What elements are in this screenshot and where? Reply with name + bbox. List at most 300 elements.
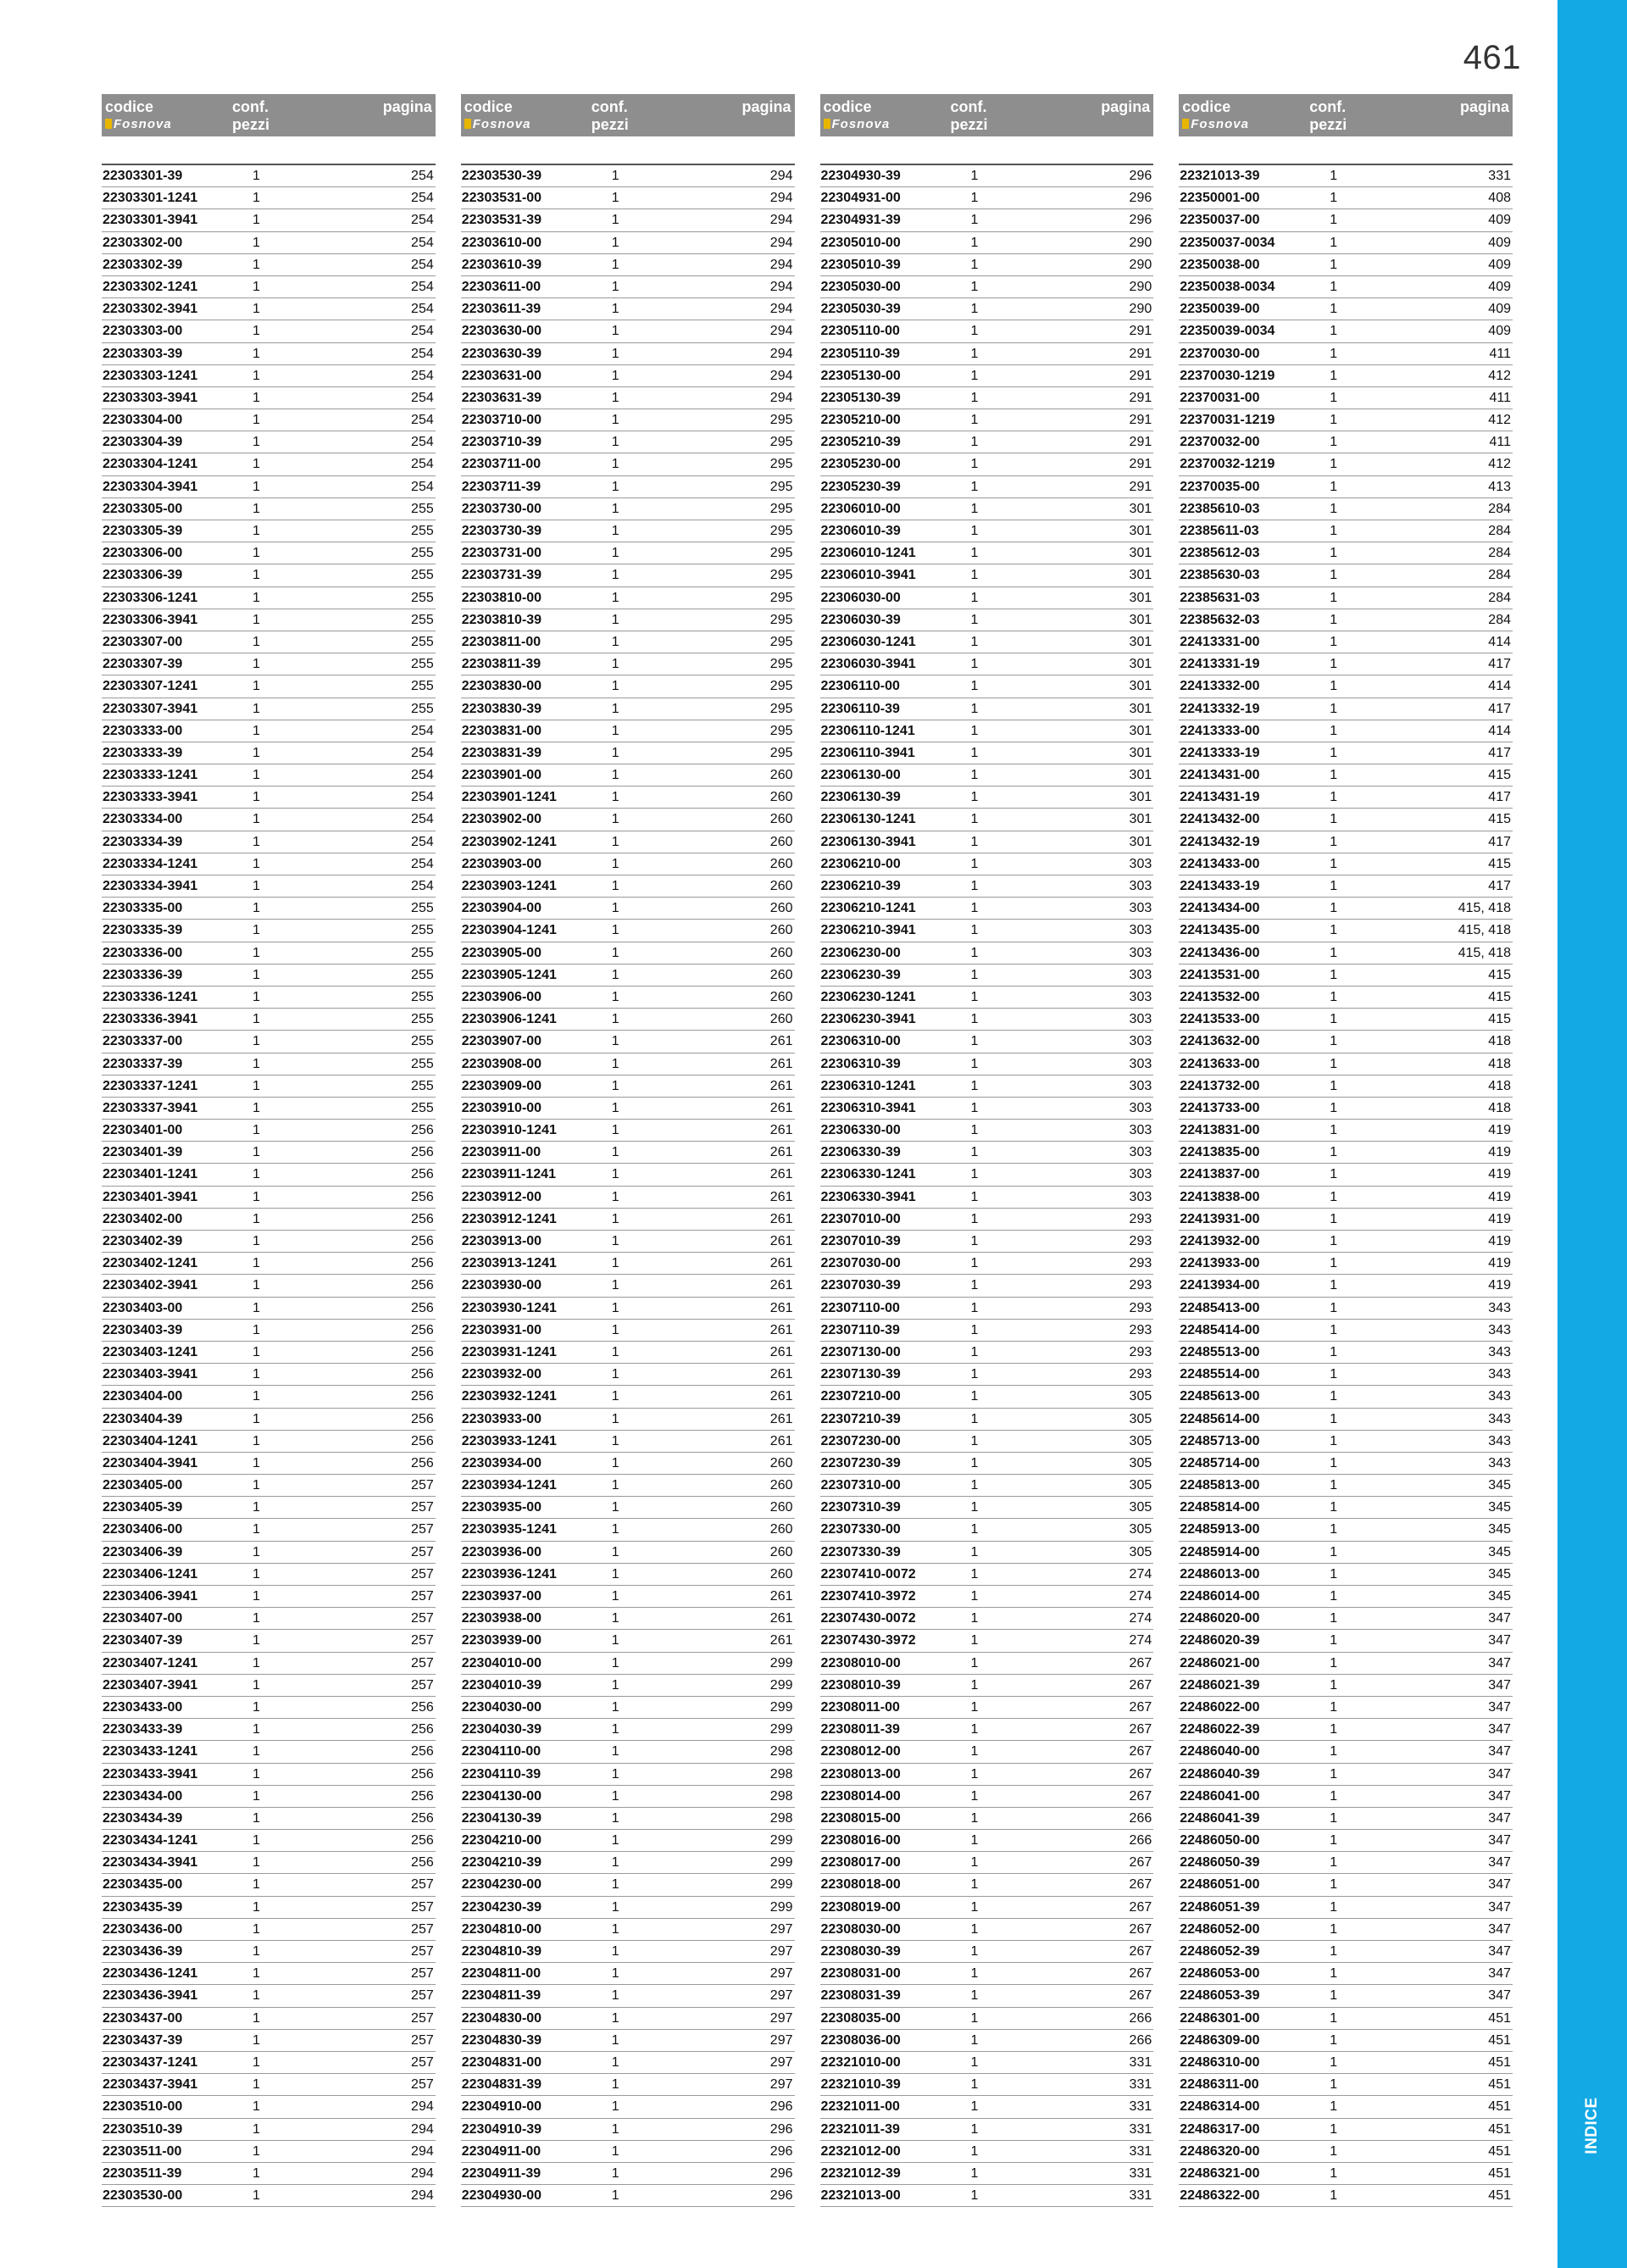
codice-cell: 22303405-00 bbox=[103, 1478, 183, 1493]
conf-cell: 1 bbox=[253, 1833, 260, 1848]
codice-cell: 22413831-00 bbox=[1180, 1123, 1260, 1138]
conf-cell: 1 bbox=[253, 1433, 260, 1448]
table-row bbox=[102, 187, 436, 209]
header-codice: codice bbox=[1182, 98, 1231, 115]
pagina-cell: 256 bbox=[411, 1145, 434, 1160]
conf-cell: 1 bbox=[970, 479, 979, 494]
codice-cell: 22303304-00 bbox=[103, 413, 183, 428]
conf-cell: 1 bbox=[611, 1566, 619, 1581]
table-row bbox=[461, 2030, 795, 2052]
codice-cell: 22304930-00 bbox=[461, 2188, 542, 2204]
table-row bbox=[102, 631, 436, 653]
page-number: 461 bbox=[1463, 39, 1521, 76]
conf-cell: 1 bbox=[970, 790, 979, 805]
pagina-cell: 305 bbox=[1129, 1389, 1152, 1404]
conf-cell: 1 bbox=[253, 768, 260, 783]
pagina-cell: 254 bbox=[411, 856, 434, 871]
conf-cell: 1 bbox=[970, 1899, 979, 1915]
pagina-cell: 293 bbox=[1129, 1344, 1152, 1359]
codice-cell: 22370032-1219 bbox=[1180, 457, 1275, 472]
codice-cell: 22485714-00 bbox=[1180, 1455, 1260, 1470]
table-row bbox=[1179, 920, 1513, 942]
codice-cell: 22308018-00 bbox=[820, 1877, 901, 1893]
conf-cell: 1 bbox=[1330, 1722, 1338, 1737]
pagina-cell: 254 bbox=[411, 346, 434, 361]
conf-cell: 1 bbox=[253, 1589, 260, 1604]
pagina-cell: 451 bbox=[1488, 2032, 1511, 2048]
conf-cell: 1 bbox=[970, 1833, 979, 1848]
pagina-cell: 293 bbox=[1129, 1211, 1152, 1226]
conf-cell: 1 bbox=[1330, 768, 1338, 783]
table-row bbox=[102, 520, 436, 542]
conf-cell: 1 bbox=[970, 901, 979, 916]
codice-cell: 22303631-39 bbox=[461, 390, 542, 405]
pagina-cell: 343 bbox=[1488, 1433, 1511, 1448]
codice-cell: 22321013-39 bbox=[1180, 169, 1260, 183]
codice-cell: 22303903-1241 bbox=[461, 879, 557, 893]
codice-cell: 22303932-1241 bbox=[461, 1389, 557, 1404]
codice-cell: 22303306-3941 bbox=[103, 612, 198, 627]
codice-cell: 22307410-0072 bbox=[820, 1566, 916, 1581]
conf-cell: 1 bbox=[1330, 1677, 1338, 1693]
table-row bbox=[461, 2185, 795, 2207]
pagina-cell: 257 bbox=[411, 1478, 434, 1493]
pagina-cell: 260 bbox=[769, 856, 793, 871]
conf-cell: 1 bbox=[1330, 2121, 1338, 2137]
codice-cell: 22303403-3941 bbox=[103, 1367, 198, 1382]
pagina-cell: 415 bbox=[1488, 856, 1511, 871]
conf-cell: 1 bbox=[253, 1478, 260, 1493]
brand-logo bbox=[1182, 117, 1249, 131]
codice-cell: 22303936-00 bbox=[461, 1544, 542, 1559]
codice-cell: 22486040-39 bbox=[1180, 1766, 1260, 1782]
pagina-cell: 331 bbox=[1129, 2099, 1152, 2115]
pagina-cell: 295 bbox=[769, 745, 793, 760]
conf-cell: 1 bbox=[611, 1899, 619, 1915]
pagina-cell: 295 bbox=[769, 634, 793, 649]
table-row bbox=[820, 1187, 1154, 1209]
pagina-cell: 294 bbox=[411, 2188, 434, 2204]
codice-cell: 22307410-3972 bbox=[820, 1589, 916, 1604]
codice-cell: 22303336-1241 bbox=[103, 989, 198, 1004]
table-row bbox=[820, 320, 1154, 342]
codice-cell: 22485813-00 bbox=[1180, 1478, 1260, 1493]
pagina-cell: 293 bbox=[1129, 1322, 1152, 1337]
table-row bbox=[102, 254, 436, 276]
pagina-cell: 290 bbox=[1129, 279, 1152, 294]
pagina-cell: 257 bbox=[411, 1655, 434, 1670]
conf-cell: 1 bbox=[611, 1944, 619, 1959]
pagina-cell: 261 bbox=[769, 1344, 793, 1359]
table-row bbox=[820, 1564, 1154, 1586]
table-row bbox=[820, 476, 1154, 498]
conf-cell: 1 bbox=[253, 1056, 260, 1071]
pagina-cell: 294 bbox=[769, 324, 793, 339]
conf-cell: 1 bbox=[253, 1455, 260, 1470]
conf-cell: 1 bbox=[253, 2143, 260, 2159]
table-row bbox=[461, 1142, 795, 1164]
codice-cell: 22304910-39 bbox=[461, 2121, 542, 2137]
pagina-cell: 347 bbox=[1488, 1988, 1511, 2004]
conf-cell: 1 bbox=[1330, 169, 1338, 183]
conf-cell: 1 bbox=[970, 169, 979, 183]
pagina-cell: 303 bbox=[1129, 1012, 1152, 1027]
codice-cell: 22486053-39 bbox=[1180, 1988, 1260, 2004]
table-row bbox=[1179, 1564, 1513, 1586]
table-row bbox=[461, 742, 795, 764]
conf-cell: 1 bbox=[970, 879, 979, 893]
conf-cell: 1 bbox=[611, 723, 619, 738]
pagina-cell: 294 bbox=[769, 368, 793, 383]
pagina-cell: 417 bbox=[1488, 790, 1511, 805]
pagina-cell: 417 bbox=[1488, 879, 1511, 893]
pagina-cell: 254 bbox=[411, 790, 434, 805]
pagina-cell: 291 bbox=[1129, 346, 1152, 361]
conf-cell: 1 bbox=[1330, 2099, 1338, 2115]
index-column bbox=[461, 94, 795, 2230]
table-row bbox=[102, 1897, 436, 1919]
pagina-cell: 294 bbox=[769, 390, 793, 405]
table-row bbox=[102, 920, 436, 942]
table-row bbox=[820, 587, 1154, 609]
table-row bbox=[820, 1386, 1154, 1408]
pagina-cell: 254 bbox=[411, 413, 434, 428]
conf-cell: 1 bbox=[611, 390, 619, 405]
conf-cell: 1 bbox=[611, 945, 619, 960]
conf-cell: 1 bbox=[970, 213, 979, 228]
pagina-cell: 451 bbox=[1488, 2143, 1511, 2159]
table-row bbox=[1179, 1320, 1513, 1342]
codice-cell: 22303403-00 bbox=[103, 1300, 183, 1315]
codice-cell: 22307430-3972 bbox=[820, 1633, 916, 1648]
pagina-cell: 256 bbox=[411, 1722, 434, 1737]
codice-cell: 22306130-00 bbox=[820, 768, 901, 783]
conf-cell: 1 bbox=[970, 1766, 979, 1782]
conf-cell: 1 bbox=[253, 1544, 260, 1559]
conf-cell: 1 bbox=[1330, 612, 1338, 627]
table-row bbox=[1179, 1741, 1513, 1763]
codice-cell: 22303337-3941 bbox=[103, 1100, 198, 1115]
pagina-cell: 414 bbox=[1488, 634, 1511, 649]
table-row bbox=[102, 2008, 436, 2030]
codice-cell: 22304931-00 bbox=[820, 191, 901, 206]
codice-cell: 22486301-00 bbox=[1180, 2010, 1260, 2026]
table-row bbox=[461, 165, 795, 187]
conf-cell: 1 bbox=[970, 1744, 979, 1759]
conf-cell: 1 bbox=[611, 1744, 619, 1759]
table-row bbox=[102, 1697, 436, 1719]
pagina-cell: 256 bbox=[411, 1833, 434, 1848]
conf-cell: 1 bbox=[253, 324, 260, 339]
codice-cell: 22306210-00 bbox=[820, 856, 901, 871]
table-row bbox=[102, 787, 436, 809]
table-row bbox=[102, 1453, 436, 1475]
codice-cell: 22486317-00 bbox=[1180, 2121, 1260, 2137]
conf-cell: 1 bbox=[611, 1078, 619, 1093]
codice-cell: 22303304-1241 bbox=[103, 457, 198, 472]
table-row bbox=[461, 1564, 795, 1586]
pagina-cell: 261 bbox=[769, 1300, 793, 1315]
table-row bbox=[461, 1586, 795, 1608]
conf-cell: 1 bbox=[1330, 1367, 1338, 1382]
codice-cell: 22303933-00 bbox=[461, 1411, 542, 1426]
codice-cell: 22303437-3941 bbox=[103, 2077, 198, 2093]
table-row bbox=[820, 1786, 1154, 1808]
table-row bbox=[102, 1675, 436, 1697]
codice-cell: 22306010-3941 bbox=[820, 568, 916, 583]
conf-cell: 1 bbox=[1330, 479, 1338, 494]
table-row bbox=[820, 831, 1154, 853]
pagina-cell: 254 bbox=[411, 479, 434, 494]
pagina-cell: 408 bbox=[1488, 191, 1511, 206]
conf-cell: 1 bbox=[611, 1234, 619, 1248]
codice-cell: 22308017-00 bbox=[820, 1855, 901, 1871]
conf-cell: 1 bbox=[253, 812, 260, 827]
conf-cell: 1 bbox=[611, 1367, 619, 1382]
pagina-cell: 418 bbox=[1488, 1034, 1511, 1049]
conf-cell: 1 bbox=[1330, 1455, 1338, 1470]
pagina-cell: 343 bbox=[1488, 1322, 1511, 1337]
pagina-cell: 297 bbox=[769, 2032, 793, 2048]
table-row bbox=[461, 298, 795, 320]
codice-cell: 22303930-1241 bbox=[461, 1300, 557, 1315]
codice-cell: 22350037-00 bbox=[1180, 213, 1260, 228]
table-row bbox=[461, 542, 795, 564]
codice-cell: 22385632-03 bbox=[1180, 612, 1260, 627]
table-row bbox=[1179, 1431, 1513, 1453]
conf-cell: 1 bbox=[611, 413, 619, 428]
pagina-cell: 267 bbox=[1129, 1655, 1152, 1670]
table-row bbox=[102, 2185, 436, 2207]
table-row bbox=[461, 453, 795, 475]
table-row bbox=[1179, 809, 1513, 831]
conf-cell: 1 bbox=[970, 1633, 979, 1648]
conf-cell: 1 bbox=[1330, 1810, 1338, 1826]
pagina-cell: 297 bbox=[769, 1966, 793, 1982]
conf-cell: 1 bbox=[1330, 1589, 1338, 1604]
codice-cell: 22303913-1241 bbox=[461, 1256, 557, 1271]
codice-cell: 22303406-1241 bbox=[103, 1566, 198, 1581]
conf-cell: 1 bbox=[970, 1611, 979, 1626]
pagina-cell: 451 bbox=[1488, 2010, 1511, 2026]
codice-cell: 22303401-3941 bbox=[103, 1189, 198, 1204]
codice-cell: 22303433-00 bbox=[103, 1699, 183, 1715]
codice-cell: 22303305-39 bbox=[103, 524, 183, 538]
table-row bbox=[461, 1963, 795, 1985]
header-conf bbox=[1309, 98, 1347, 134]
table-row bbox=[1179, 1142, 1513, 1164]
header-conf-line2: pezzi bbox=[591, 116, 629, 133]
pagina-cell: 256 bbox=[411, 1744, 434, 1759]
conf-cell: 1 bbox=[611, 346, 619, 361]
table-row bbox=[1179, 2052, 1513, 2074]
codice-cell: 22306310-1241 bbox=[820, 1078, 916, 1093]
table-row bbox=[461, 343, 795, 365]
table-row bbox=[461, 564, 795, 586]
pagina-cell: 343 bbox=[1488, 1411, 1511, 1426]
codice-cell: 22350039-0034 bbox=[1180, 324, 1275, 339]
conf-cell: 1 bbox=[611, 2188, 619, 2204]
codice-cell: 22306230-00 bbox=[820, 945, 901, 960]
conf-cell: 1 bbox=[253, 2054, 260, 2070]
codice-cell: 22350001-00 bbox=[1180, 191, 1260, 206]
conf-cell: 1 bbox=[611, 1455, 619, 1470]
table-row bbox=[1179, 1919, 1513, 1941]
table-row bbox=[1179, 831, 1513, 853]
pagina-cell: 256 bbox=[411, 1278, 434, 1293]
pagina-cell: 256 bbox=[411, 1433, 434, 1448]
codice-cell: 22307030-39 bbox=[820, 1278, 901, 1293]
conf-cell: 1 bbox=[611, 2010, 619, 2026]
table-row bbox=[102, 453, 436, 475]
table-row bbox=[820, 387, 1154, 409]
pagina-cell: 343 bbox=[1488, 1300, 1511, 1315]
table-row bbox=[1179, 1342, 1513, 1364]
pagina-cell: 260 bbox=[769, 1544, 793, 1559]
conf-cell: 1 bbox=[611, 169, 619, 183]
codice-cell: 22303901-00 bbox=[461, 768, 542, 783]
conf-cell: 1 bbox=[1330, 213, 1338, 228]
codice-cell: 22306010-00 bbox=[820, 501, 901, 516]
codice-cell: 22306310-00 bbox=[820, 1034, 901, 1049]
codice-cell: 22303939-00 bbox=[461, 1633, 542, 1648]
conf-cell: 1 bbox=[253, 2032, 260, 2048]
table-row bbox=[1179, 276, 1513, 298]
table-row bbox=[1179, 1608, 1513, 1630]
table-row bbox=[102, 298, 436, 320]
codice-cell: 22486321-00 bbox=[1180, 2165, 1260, 2181]
table-row bbox=[1179, 1852, 1513, 1874]
table-row bbox=[102, 1542, 436, 1564]
pagina-cell: 291 bbox=[1129, 413, 1152, 428]
conf-cell: 1 bbox=[970, 413, 979, 428]
conf-cell: 1 bbox=[253, 1211, 260, 1226]
conf-cell: 1 bbox=[253, 1367, 260, 1382]
pagina-cell: 303 bbox=[1129, 1167, 1152, 1182]
codice-cell: 22307210-39 bbox=[820, 1411, 901, 1426]
table-row bbox=[1179, 2141, 1513, 2163]
side-tab[interactable] bbox=[1558, 0, 1627, 2268]
pagina-cell: 305 bbox=[1129, 1455, 1152, 1470]
conf-cell: 1 bbox=[970, 346, 979, 361]
brand-logo bbox=[824, 117, 891, 131]
pagina-cell: 255 bbox=[411, 590, 434, 605]
conf-cell: 1 bbox=[611, 213, 619, 228]
conf-cell: 1 bbox=[611, 1300, 619, 1315]
index-columns bbox=[102, 94, 1513, 2230]
conf-cell: 1 bbox=[253, 989, 260, 1004]
table-row bbox=[820, 298, 1154, 320]
table-row bbox=[461, 1386, 795, 1408]
conf-cell: 1 bbox=[1330, 1566, 1338, 1581]
table-row bbox=[102, 1209, 436, 1231]
conf-cell: 1 bbox=[970, 524, 979, 538]
conf-cell: 1 bbox=[1330, 1389, 1338, 1404]
pagina-cell: 254 bbox=[411, 812, 434, 827]
table-row bbox=[102, 1830, 436, 1852]
codice-cell: 22321012-39 bbox=[820, 2165, 901, 2181]
codice-cell: 22304830-39 bbox=[461, 2032, 542, 2048]
codice-cell: 22307110-00 bbox=[820, 1300, 900, 1315]
table-row bbox=[461, 1453, 795, 1475]
conf-cell: 1 bbox=[970, 1056, 979, 1071]
table-row bbox=[820, 609, 1154, 631]
conf-cell: 1 bbox=[1330, 191, 1338, 206]
codice-cell: 22303810-00 bbox=[461, 590, 542, 605]
codice-cell: 22304210-00 bbox=[461, 1833, 542, 1848]
conf-cell: 1 bbox=[611, 1988, 619, 2004]
table-row bbox=[461, 1409, 795, 1431]
table-row bbox=[820, 431, 1154, 453]
codice-cell: 22413431-19 bbox=[1180, 790, 1260, 805]
conf-cell: 1 bbox=[253, 1988, 260, 2004]
conf-cell: 1 bbox=[611, 2121, 619, 2137]
pagina-cell: 415 bbox=[1488, 967, 1511, 982]
codice-cell: 22486040-00 bbox=[1180, 1744, 1260, 1759]
conf-cell: 1 bbox=[611, 1211, 619, 1226]
pagina-cell: 256 bbox=[411, 1389, 434, 1404]
table-row bbox=[461, 1275, 795, 1297]
conf-cell: 1 bbox=[970, 1189, 979, 1204]
pagina-cell: 331 bbox=[1129, 2188, 1152, 2204]
table-row bbox=[461, 476, 795, 498]
codice-cell: 22321010-39 bbox=[820, 2077, 901, 2093]
table-row bbox=[1179, 1120, 1513, 1142]
pagina-cell: 299 bbox=[769, 1855, 793, 1871]
pagina-cell: 301 bbox=[1129, 501, 1152, 516]
codice-cell: 22308016-00 bbox=[820, 1833, 901, 1848]
codice-cell: 22305010-39 bbox=[820, 257, 901, 272]
pagina-cell: 347 bbox=[1488, 1699, 1511, 1715]
table-row bbox=[820, 1342, 1154, 1364]
codice-cell: 22306110-1241 bbox=[820, 723, 915, 738]
pagina-cell: 291 bbox=[1129, 324, 1152, 339]
conf-cell: 1 bbox=[970, 324, 979, 339]
conf-cell: 1 bbox=[253, 1300, 260, 1315]
table-row bbox=[820, 653, 1154, 675]
pagina-cell: 291 bbox=[1129, 368, 1152, 383]
conf-cell: 1 bbox=[1330, 2188, 1338, 2204]
pagina-cell: 347 bbox=[1488, 1633, 1511, 1648]
pagina-cell: 415, 418 bbox=[1458, 901, 1511, 916]
codice-cell: 22306230-39 bbox=[820, 967, 901, 982]
pagina-cell: 296 bbox=[769, 2099, 793, 2115]
table-row bbox=[820, 498, 1154, 520]
pagina-cell: 257 bbox=[411, 1589, 434, 1604]
conf-cell: 1 bbox=[611, 1278, 619, 1293]
codice-cell: 22303304-3941 bbox=[103, 479, 198, 494]
conf-cell: 1 bbox=[611, 1655, 619, 1670]
table-row bbox=[1179, 2163, 1513, 2185]
pagina-cell: 260 bbox=[769, 1522, 793, 1537]
table-row bbox=[102, 2074, 436, 2096]
table-row bbox=[820, 1409, 1154, 1431]
pagina-cell: 257 bbox=[411, 1877, 434, 1893]
pagina-cell: 254 bbox=[411, 834, 434, 849]
pagina-cell: 305 bbox=[1129, 1544, 1152, 1559]
codice-cell: 22303407-00 bbox=[103, 1611, 183, 1626]
pagina-cell: 260 bbox=[769, 879, 793, 893]
codice-cell: 22305130-00 bbox=[820, 368, 901, 383]
pagina-cell: 301 bbox=[1129, 745, 1152, 760]
index-column bbox=[1179, 94, 1513, 2230]
conf-cell: 1 bbox=[253, 945, 260, 960]
pagina-cell: 297 bbox=[769, 2054, 793, 2070]
table-row bbox=[820, 520, 1154, 542]
table-row bbox=[1179, 209, 1513, 231]
conf-cell: 1 bbox=[253, 1167, 260, 1182]
pagina-cell: 274 bbox=[1129, 1633, 1152, 1648]
